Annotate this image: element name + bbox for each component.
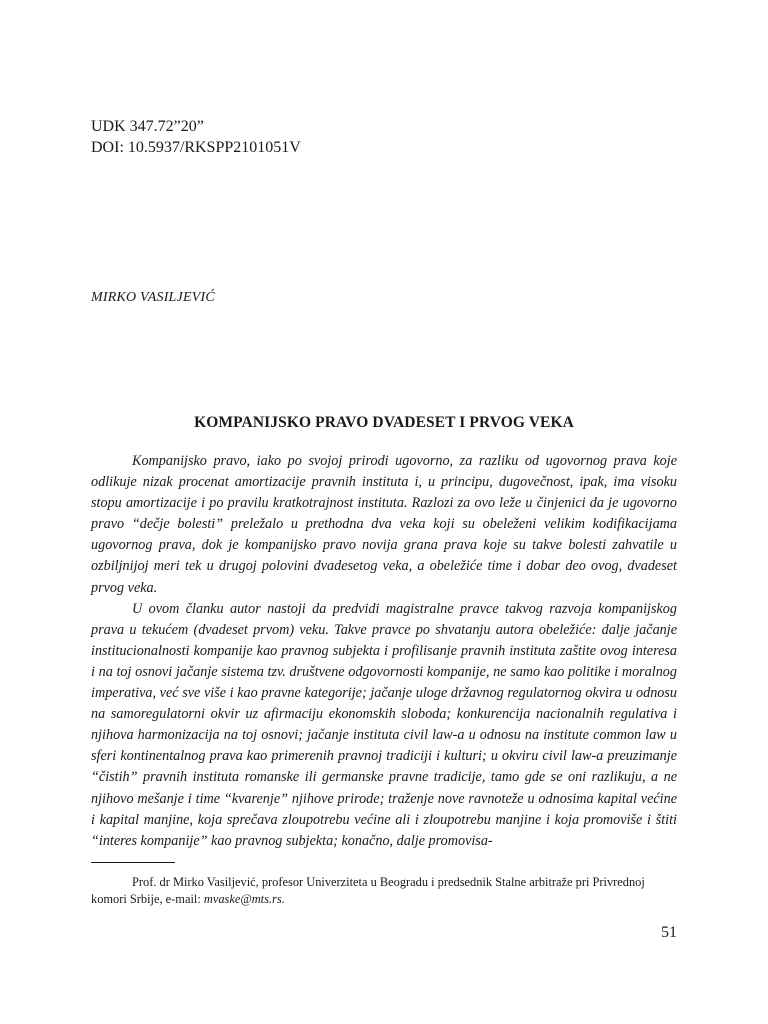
page-number: 51 [661, 924, 677, 941]
footnote [91, 874, 681, 907]
article-metadata [91, 116, 301, 158]
footnote-email: mvaske@mts.rs. [203, 891, 285, 906]
article-title: KOMPANIJSKO PRAVO DVADESET I PRVOG VEKA [194, 414, 574, 431]
footnote-text: Prof. dr Mirko Vasiljević, profesor Univerziteta u Beogradu i predsednik Stalne arbitraže pri Privrednoj komori Srbije, e-mail: [91, 875, 645, 906]
footnote-divider [91, 862, 175, 863]
udk-code: UDK 347.72”20” [91, 118, 204, 135]
abstract-body [91, 451, 677, 852]
author-name: MIRKO VASILJEVIĆ [91, 290, 215, 305]
paragraph: U ovom članku autor nastoji da predvidi magistralne pravce takvog razvoja kompanijskog prava u tekućem (dvadeset prvom) veku. Takve pravce po shvatanju autora obeležiće: dalje jačanje institucionalnosti kompanije kao pravnog subjekta i profilisanje pravnih instituta zaštite ovog interesa i na toj osnovi jačanje sistema tzv. društvene odgovornosti kompanije, ne samo kao politike i moralnog imperativa, već sve više i kao pravne kategorije; jačanje uloge državnog regulatornog okvira u odnosu na samoregulatorni okvir uz afirmaciju ekonomskih sloboda; konkurencija nacionalnih regulativa i njihova harmonizacija na toj osnovi; jačanje instituta civil law-a u odnosu na institute common law u sferi kontinentalnog prava kao primerenih pravnoj tradiciji i kulturi; u okviru civil law-a preuzimanje “čistih” pravnih instituta romanske ili germanske pravne tradicije, tamo gde se oni razlikuju, a ne njihovo mešanje i time “kvarenje” njihove prirode; traženje nove ravnoteže u odnosima kapital većine i kapital manjine, koja sprečava zloupotrebu većine ali i zloupotrebu manjine i koja promoviše i štiti “interes kompanije” kao pravnog subjekta; konačno, dalje promovisa- [91, 600, 677, 849]
doi: DOI: 10.5937/RKSPP2101051V [91, 139, 301, 156]
paragraph: Kompanijsko pravo, iako po svojoj prirodi ugovorno, za razliku od ugovornog prava koje odlikuje nizak procenat amortizacije pravnih instituta i, u principu, dugovečnost, ipak, ima visoku stopu amortizacije i po pravilu kratkotrajnost instituta. Razlozi za ovo leže u činjenici da je ugovorno pravo “dečje bolesti” preležalo u prethodna dva veka koji su obeleženi velikim kodifikacijama ugovornog prava, dok je kompanijsko pravo novija grana prava koje su takve bolesti zahvatile u ozbiljnijoj meri tek u drugoj polovini dvadesetog veka, a obeležiće time i dobar deo ovog, dvadeset prvog veka. [91, 453, 677, 596]
